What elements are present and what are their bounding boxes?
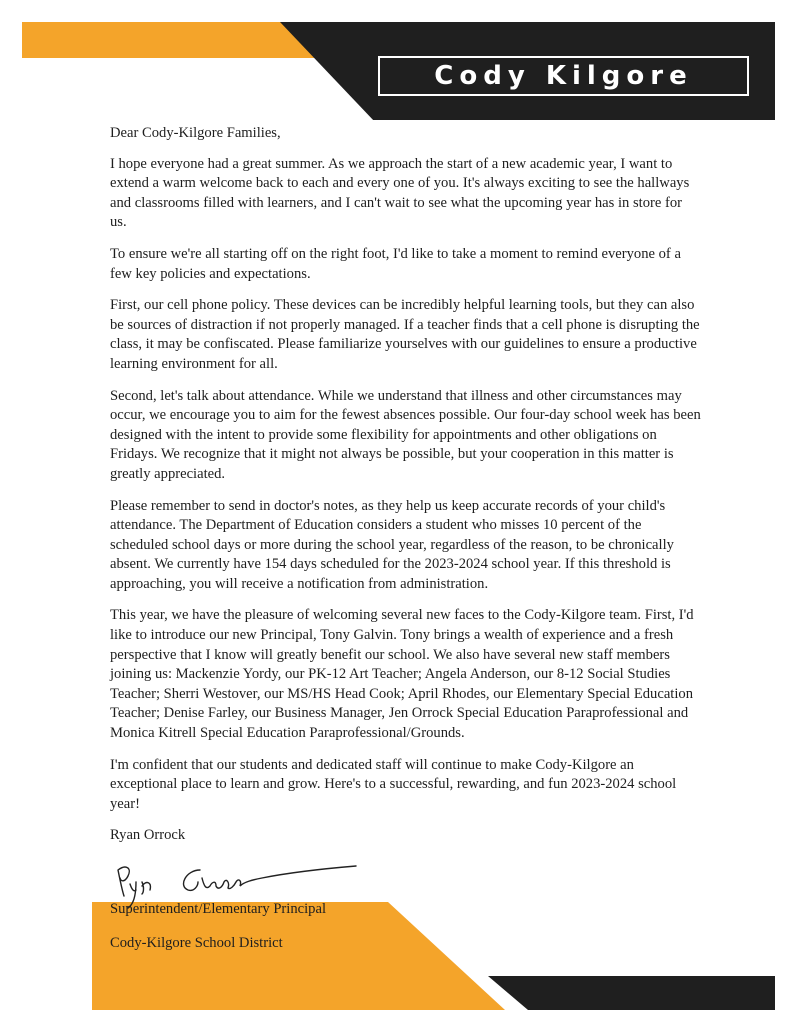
paragraph-attendance: Second, let's talk about attendance. While we understand that illness and other circumstances may occur, we encourage you to aim for the fewest absences possible. Our four-day school week has been designed with the intent to provide some flexibility for appointments and other obligations on Fridays. We recognize that it might not always be possible, but your cooperation in this matter is greatly appreciated. bbox=[110, 387, 701, 482]
paragraph-policies-intro: To ensure we're all starting off on the right foot, I'd like to take a moment to remind everyone of a few key policies and expectations. bbox=[110, 245, 681, 282]
paragraph-closing: I'm confident that our students and dedicated staff will continue to make Cody-Kilgore an exceptional place to learn and grow. Here's to a successful, rewarding, and fun 2023-2024 school year! bbox=[110, 756, 677, 812]
closing-block bbox=[110, 900, 326, 953]
signer-title: Superintendent/Elementary Principal bbox=[110, 901, 327, 917]
paragraph-cell-phone: First, our cell phone policy. These devices can be incredibly helpful learning tools, but they can also be sources of distraction if not properly managed. If a teacher finds that a cell phone is disrupting the class, it may be confiscated. Please familiarize yourselves with our guidelines to ensure a productive learning environment for all. bbox=[110, 297, 700, 372]
paragraph-new-staff: This year, we have the pleasure of welcoming several new faces to the Cody-Kilgore team. First, I'd like to introduce our new Principal, Tony Galvin. Tony brings a wealth of experience and a fresh perspective that I know will greatly benefit our school. We also have several new staff members joining us: Mackenzie Yordy, our PK-12 Art Teacher; Angela Anderson, our 8-12 Social Studies Teacher; Sherri Westover, our MS/HS Head Cook; April Rhodes, our Elementary Special Education Teacher; Denise Farley, our Business Manager, Jen Orrock Special Education Paraprofessional and Monica Kitrell Special Education Paraprofessional/Grounds. bbox=[110, 607, 694, 742]
paragraph-welcome: I hope everyone had a great summer. As we approach the start of a new academic year, I want to extend a warm welcome back to each and every one of you. It's always exciting to see the hallways and classrooms filled with learners, and I can't wait to see what the upcoming year has in store for us. bbox=[110, 155, 690, 231]
letterhead-header bbox=[0, 0, 791, 120]
logo-text: Cody Kilgore bbox=[434, 61, 693, 91]
signer-name: Ryan Orrock bbox=[110, 827, 186, 844]
paragraph-doctors-notes: Please remember to send in doctor's notes, as they help us keep accurate records of your child's attendance. The Department of Education considers a student who misses 10 percent of the scheduled school days or more during the school year, regardless of the reason, to be chronically absent. We currently have 154 days scheduled for the 2023-2024 school year. If this threshold is approaching, you will receive a notification from administration. bbox=[110, 497, 674, 592]
district-name: Cody-Kilgore School District bbox=[110, 934, 283, 951]
greeting: Dear Cody-Kilgore Families, bbox=[110, 125, 281, 141]
letter-body bbox=[110, 124, 702, 846]
school-logo bbox=[378, 56, 749, 96]
